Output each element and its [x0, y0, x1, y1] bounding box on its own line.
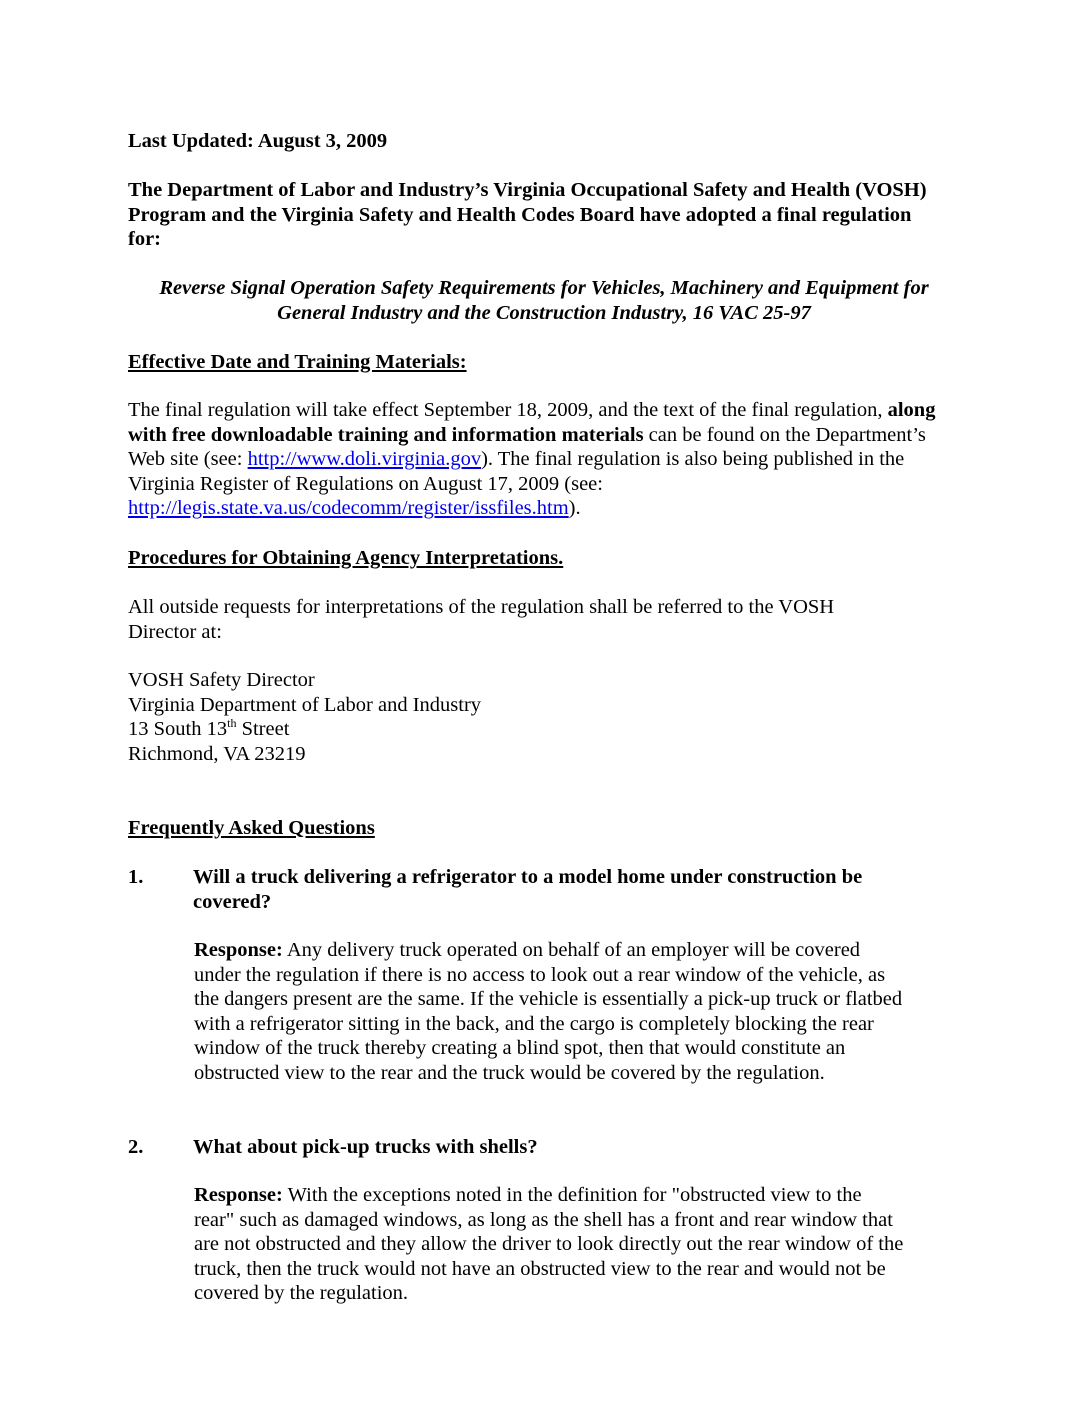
text: 13 South 13: [128, 718, 228, 741]
bold-text: along with free downloadable training and information materials: [128, 399, 936, 446]
text: Street: [236, 718, 290, 741]
text: ). The final regulation is also being published in the Virginia Register of Regulations on August 17, 2009 (see:: [128, 448, 905, 495]
text: The final regulation will take effect September 18, 2009, and the text of the final regulation,: [128, 399, 888, 421]
faq-question: What about pick-up trucks with shells?: [193, 1136, 538, 1158]
section-heading-effective-date: Effective Date and Training Materials:: [128, 351, 467, 373]
response-label: Response:: [194, 939, 283, 961]
address-line: Virginia Department of Labor and Industry: [128, 693, 482, 716]
last-updated: Last Updated: August 3, 2009: [128, 130, 388, 152]
regulation-title-line-1: Reverse Signal Operation Safety Requirements for Vehicles, Machinery and Equipment for: [159, 277, 929, 299]
regulation-title-line-2: General Industry and the Construction Industry, 16 VAC 25-97: [277, 301, 811, 324]
faq-response: [194, 1183, 906, 1306]
address-line: VOSH Safety Director: [128, 669, 315, 691]
faq-question: Will a truck delivering a refrigerator to a model home under construction be covered?: [193, 866, 863, 913]
text: ).: [568, 497, 581, 520]
response-label: Response:: [194, 1184, 283, 1206]
register-link[interactable]: http://legis.state.va.us/codecomm/register/issfiles.htm: [128, 497, 569, 520]
address-line: [128, 717, 948, 742]
faq-number: 1.: [128, 866, 144, 888]
section-heading-faq: Frequently Asked Questions: [128, 817, 375, 839]
address-line: Richmond, VA 23219: [128, 742, 306, 765]
interpretations-paragraph: All outside requests for interpretations of the regulation shall be referred to the VOSH Director at:: [128, 596, 835, 643]
regulation-title: [128, 276, 960, 325]
intro-paragraph: The Department of Labor and Industry’s Virginia Occupational Safety and Health (VOSH) Program and the Virginia Safety and Health Codes Board have adopted a final regulation for:: [128, 179, 927, 251]
response-text: Any delivery truck operated on behalf of an employer will be covered under the regulation if there is no access to look out a rear window of the vehicle, as the dangers present are the same. If the vehicle is essentially a pick-up truck or flatbed with a refrigerator sitting in the back, and the cargo is completely blocking the rear window of the truck thereby creating a blind spot, then that would constitute an obstructed view to the rear and the truck would be covered by the regulation.: [194, 939, 903, 1084]
response-text: With the exceptions noted in the definition for "obstructed view to the rear" such as damaged windows, as long as the shell has a front and rear window that are not obstructed and they allow the driver to look directly out the rear window of the truck, then the truck would not have an obstructed view to the rear and would not be covered by the regulation.: [194, 1184, 904, 1305]
doli-link[interactable]: http://www.doli.virginia.gov: [247, 448, 482, 471]
faq-response: [194, 938, 906, 1086]
effective-date-paragraph: [128, 398, 938, 521]
text: can be found on the Department’s Web site (see:: [128, 423, 926, 471]
faq-number: 2.: [128, 1136, 144, 1158]
section-heading-interpretations: Procedures for Obtaining Agency Interpretations.: [128, 547, 564, 569]
address-block: [128, 668, 948, 766]
superscript: th: [227, 716, 237, 731]
